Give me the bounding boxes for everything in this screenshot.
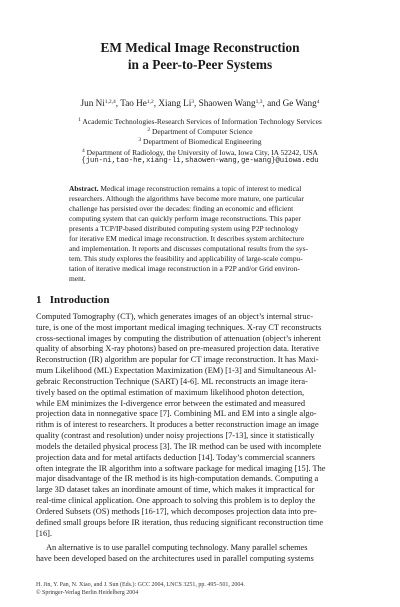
body-line: while EM minimizes the I-divergence error between the estimated and measured [36,398,306,408]
paper-title-line-1: EM Medical Image Reconstruction [100,40,300,55]
body-line: models the detailed physical process [3]. The IR method can be used with incomplete [36,441,322,451]
abstract-line: researchers. Although the algorithms have become more mature, one particular [69,193,304,203]
citation-footnote: H. Jin, Y. Pan, N. Xiao, and J. Sun (Eds.): GCC 2004, LNCS 3251, pp. 495–501, 2004. [36,582,245,588]
abstract [69,184,331,284]
abstract-line: tem. This study explores the feasibility and applicability of large-scale compu- [69,253,303,263]
affiliation: $^1$ Academic Technologies-Research Services of Information Technology Services [78,117,322,126]
abstract-line: for iterative EM medical image reconstruction. It describes system architecture [69,233,305,243]
body-line: quality of absorbing X-ray photons) based on pre-measured projection data. Iterative [36,344,319,354]
body-paragraph [36,543,366,565]
author-list [0,98,400,109]
body-line: gebraic Reconstruction Technique (SART) [4-6]. ML reconstructs an image itera- [36,376,308,386]
affiliation: $^2$ Department of Computer Science [147,127,253,136]
abstract-line: and implementation. It reports and discusses computational results from the sys- [69,243,308,253]
body-line: mum Likelihood (ML) Expectation Maximization (EM) [1-3] and Simultaneous Al- [36,366,317,376]
body-line: Reconstruction (IR) algorithm are popular for CT image reconstruction. It has Maxi- [36,355,319,365]
body-line: ture, is one of the most important medical imaging techniques. X-ray CT reconstructs [36,322,322,332]
author: Shaowen Wang$^{1,3}$, and [198,98,283,108]
abstract-label: Abstract. [69,184,99,193]
abstract-line: challenge has persisted over the decades: finding an economic and efficient [69,203,294,213]
abstract-line: tation of iterative medical image reconstruction in a P2P and/or Grid environ- [69,263,300,273]
paper-title-line-2: in a Peer-to-Peer Systems [127,57,273,72]
author: Ge Wang$^4$ [282,98,320,108]
abstract-line: presents a TCP/IP-based distributed computing system using P2P technology [69,223,299,233]
section-heading [36,294,109,307]
body-line: major disadvantage of the IR method is its high-computation demands. Computing a [36,474,319,484]
body-line: An alternative is to use parallel computing technology. Many parallel schemes [46,543,308,552]
body-line: tively based on the optimal estimation of maximum likelihood photon detection, [36,387,305,397]
author: Tao He$^{1,2}$, [120,98,159,108]
affiliation: $^4$ Department of Radiology, the University of Iowa, Iowa City, IA 52242, USA [82,148,318,157]
section-title: Introduction [49,294,110,306]
body-line: projection data in nonnegative space [7]. Combining ML and EM into a single algo- [36,409,317,419]
abstract-line: Abstract. Medical image reconstruction remains a topic of interest to medical [69,184,302,193]
body-line: often integrate the IR algorithm into a software package for medical imaging [15]. The [36,463,326,473]
author: Jun Ni$^{1,2,4}$, [80,98,121,108]
body-line: Ordered Subsets (OS) methods [16-17], which decomposes projection data into pre- [36,506,317,516]
body-line: have been developed based on the architectures used in parallel computing systems [36,553,314,563]
body-line: defined small groups before IR iteration, thus reducing significant reconstruction time [36,517,324,527]
body-paragraph [36,312,366,539]
body-line: real-time clinical application. One approach to solving this problem is to deploy the [36,496,316,506]
section-number: 1 [36,294,42,306]
affiliation: $^3$ Department of Biomedical Engineering [138,137,262,146]
abstract-line: ment. [69,273,86,283]
email-addresses: {jun-ni,tao-he,xiang-li,shaowen-wang,ge-wang}@uiowa.edu [81,157,319,165]
body-line: cross-sectional images by computing the distribution of attenuation (object’s inherent [36,333,321,343]
abstract-line: computing system that can quickly perform image reconstructions. This paper [69,213,302,223]
body-line: large 3D dataset takes an inordinate amount of time, which makes it impractical for [36,485,315,495]
body-line: [16]. [36,528,52,538]
body-line: projection data and for metal artifacts deduction [14]. Today’s commercial scanners [36,452,315,462]
body-line: rithm is of interest to researchers. It produces a better reconstruction image an image [36,420,319,430]
body-line: Computed Tomography (CT), which generates images of an object’s internal struc- [36,312,314,321]
author: Xiang Li$^3$, [158,98,199,108]
copyright-footnote: © Springer-Verlag Berlin Heidelberg 2004 [36,590,139,596]
body-line: quality (contrast and resolution) under noisy projections [7-13], since it statistically [36,431,315,441]
